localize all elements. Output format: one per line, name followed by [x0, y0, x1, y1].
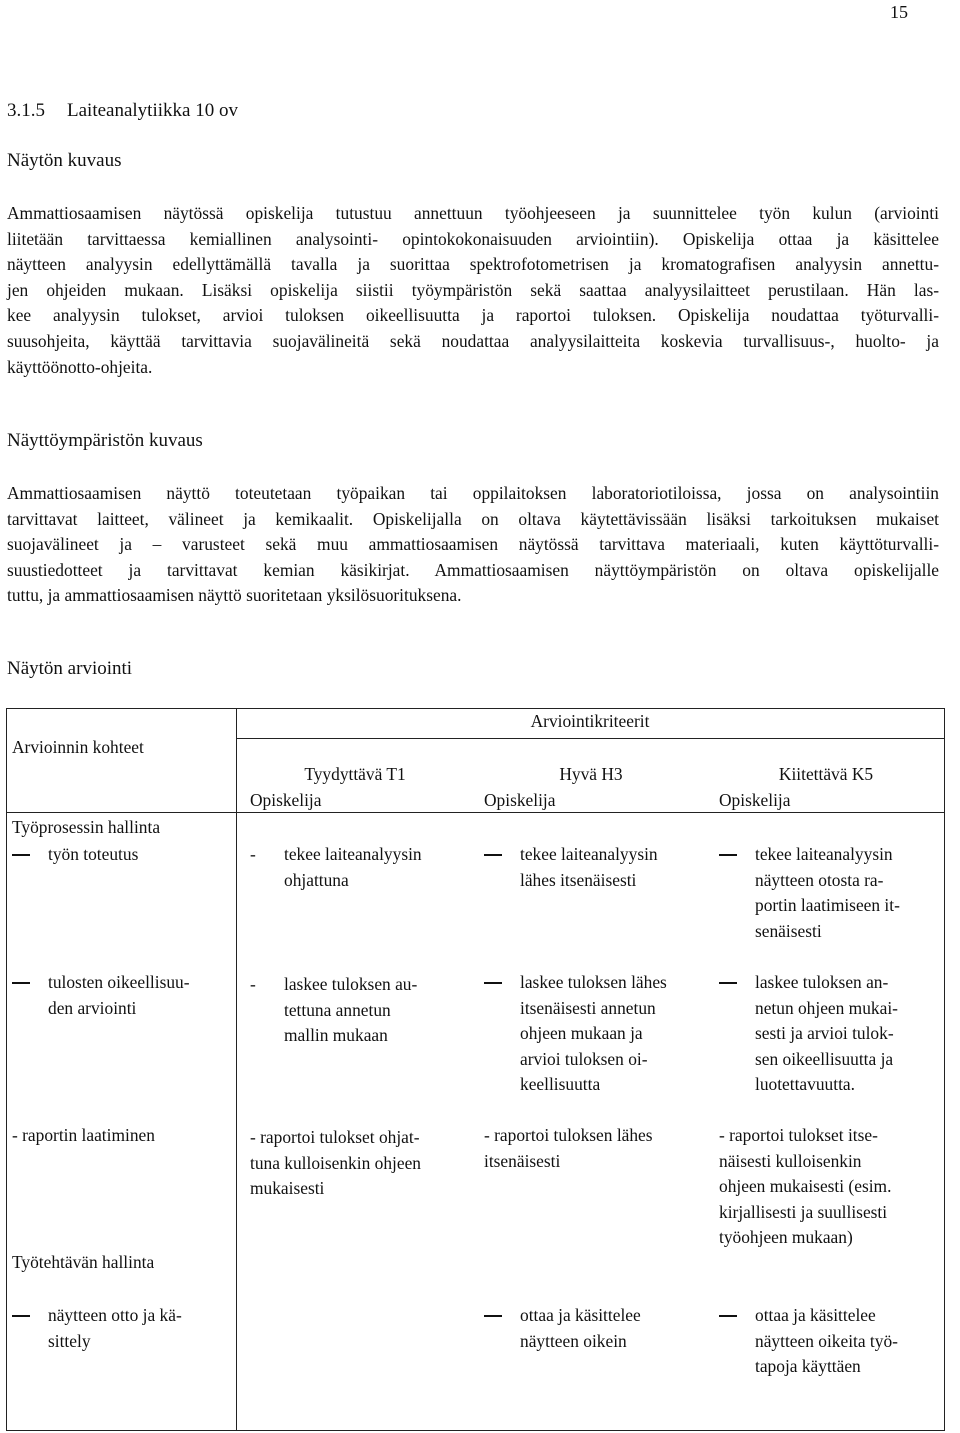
paragraph-line: näytteen analyysin edellyttämällä tavalla ja suorittaa spektrofotometrisen ja kromatografisen analyysin annettu- [7, 254, 939, 275]
dash-bullet-icon [484, 854, 502, 856]
page-number: 15 [890, 2, 908, 22]
table-border-right [944, 708, 945, 1431]
level-k5-header: Kiitettävä K5 [778, 764, 874, 784]
level-t1-header: Tyydyttävä T1 [304, 764, 406, 784]
section-number: 3.1.5 [7, 100, 45, 121]
dash-bullet-icon [12, 854, 30, 856]
dash-bullet-icon [719, 982, 737, 984]
paragraph-line: käyttöönotto-ohjeita. [7, 356, 153, 377]
table-border-bottom [6, 1430, 945, 1431]
paragraph-line: suusohjeita, käyttää tarvittavia suojavälineitä sekä noudattaa analyysilaitteita koskevia turvallisuus-, huolto- ja [7, 330, 939, 351]
section-heading [7, 100, 238, 122]
dash-bullet-icon [12, 982, 30, 984]
subject-label-t1: Opiskelija [250, 790, 322, 810]
paragraph-line: kee analyysin tulokset, arvioi tuloksen oikeellisuutta ja raportoi tuloksen. Opiskelija noudattaa työturvalli- [7, 305, 939, 326]
table-cell-t1: - raportoi tulokset ohjat- tuna kulloisenkin ohjeen mukaisesti [250, 1127, 421, 1199]
table-cell-k5: - raportoi tulokset itse- näisesti kulloisenkin ohjeen mukaisesti (esim. kirjallisesti ja suullisesti työohjeen mukaan) [719, 1125, 892, 1248]
paragraph-line: liitetään tarvittaessa kemiallinen analysointi- opintokokonaisuuden arviointiin). Opiskelija ottaa ja käsittelee [7, 228, 939, 249]
paragraph-line: Ammattiosaamisen näytössä opiskelija tutustuu annettuun työohjeeseen ja suunnittelee työn kulun (arviointi [7, 203, 939, 223]
subject-label-h3: Opiskelija [484, 790, 556, 810]
paragraph-line: jen ohjeiden mukaan. Lisäksi opiskelija siistii työympäristön sekä saattaa analyysilaitteet perustilaan. Hän las- [7, 279, 939, 300]
level-h3-header: Hyvä H3 [559, 764, 623, 784]
paragraph-line: suustiedotteet ja tarvittavat kemian käsikirjat. Ammattiosaamisen näyttöympäristön on oltava opiskelijalle [7, 559, 939, 580]
nayttoympariston-kuvaus-heading: Näyttöympäristön kuvaus [7, 430, 203, 451]
subject-label-k5: Opiskelija [719, 790, 791, 810]
paragraph-line: Ammattiosaamisen näyttö toteutetaan työpaikan tai oppilaitoksen laboratoriotiloissa, jossa on analysointiin [7, 483, 939, 503]
dash-bullet-icon [484, 1315, 502, 1317]
table-criteria-rule [236, 738, 945, 739]
dash-bullet-icon [719, 1315, 737, 1317]
criteria-header: Arviointikriteerit [530, 711, 650, 731]
table-col-divider [236, 708, 237, 1431]
table-cell-h3: - raportoi tuloksen lähes itsenäisesti [484, 1125, 653, 1171]
naytton-arviointi-heading: Näytön arviointi [7, 658, 133, 679]
group-title-tyoprosessi: Työprosessin hallinta [12, 817, 161, 837]
naytton-kuvaus-heading: Näytön kuvaus [7, 150, 122, 171]
dash-bullet-icon [719, 854, 737, 856]
paragraph-line: tuttu, ja ammattiosaamisen näyttö suoritetaan yksilösuorituksena. [7, 585, 462, 606]
table-header-rule [6, 812, 945, 813]
table-row-target: - raportin laatiminen [12, 1125, 155, 1145]
dash-bullet-icon [484, 982, 502, 984]
group-title-tyotehtava: Työtehtävän hallinta [12, 1252, 155, 1272]
naytton-kuvaus-paragraph [7, 201, 939, 380]
paragraph-line: tarvittavat laitteet, välineet ja kemikaalit. Opiskelijalla on oltava käytettävissään lisäksi tarkoituksen mukaiset [7, 508, 939, 529]
nayttoympariston-kuvaus-paragraph [7, 481, 939, 609]
table-border-left [6, 708, 7, 1431]
section-title: Laiteanalytiikka 10 ov [67, 100, 238, 121]
dash-bullet-icon [12, 1315, 30, 1317]
col-header-targets: Arvioinnin kohteet [12, 737, 144, 757]
paragraph-line: suojavälineet ja – varusteet sekä muu ammattiosaamisen näytössä tarvittava materiaali, kuten käyttöturvalli- [7, 534, 939, 555]
